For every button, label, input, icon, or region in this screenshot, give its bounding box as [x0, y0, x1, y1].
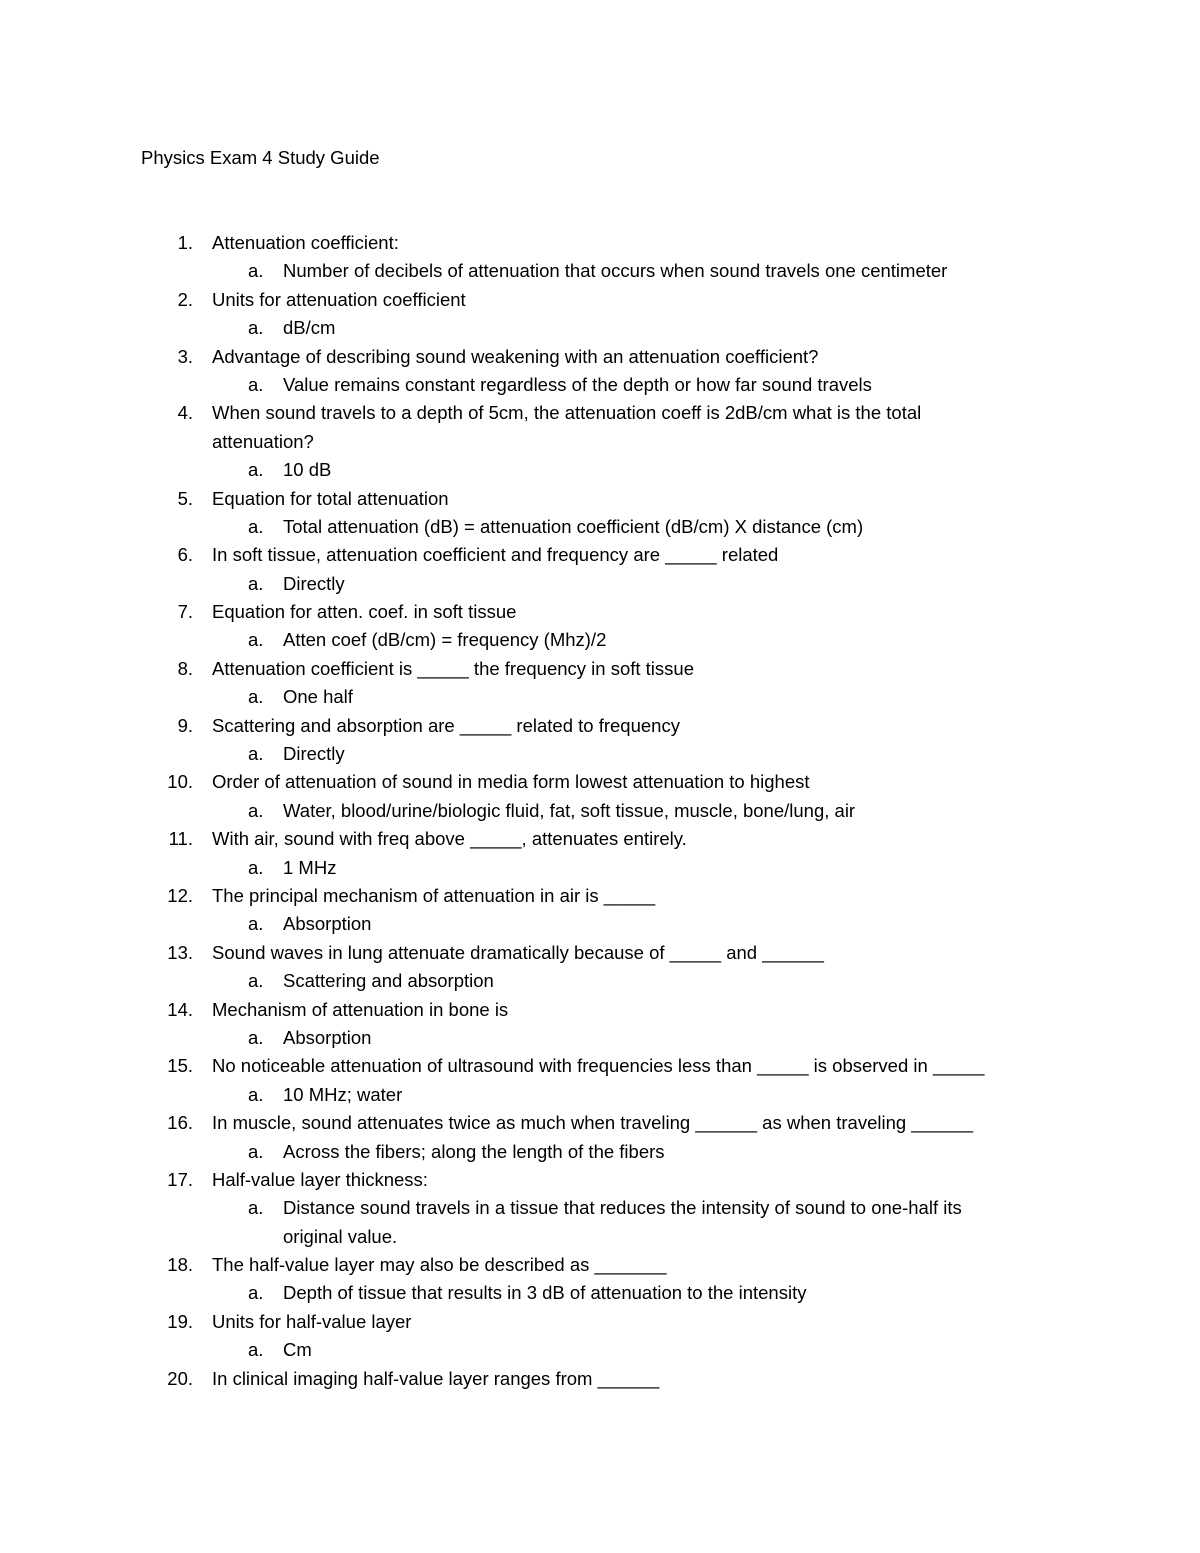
answer-letter: a.	[248, 260, 264, 282]
answer-line	[0, 1138, 1200, 1166]
question-list	[0, 229, 1200, 1393]
question-number: 14.	[167, 998, 193, 1020]
answer-text: original value.	[283, 1225, 398, 1247]
answer-letter: a.	[248, 913, 264, 935]
question-line	[0, 712, 1200, 740]
question-number: 19.	[167, 1310, 193, 1332]
answer-letter: a.	[248, 686, 264, 708]
question-number: 20.	[167, 1367, 193, 1389]
question-number: 11.	[168, 828, 193, 850]
question-item	[0, 399, 1200, 484]
answer-line	[0, 371, 1200, 399]
question-text: With air, sound with freq above _____, attenuates entirely.	[212, 828, 687, 850]
answer-text: 10 MHz; water	[283, 1083, 403, 1105]
question-number: 12.	[167, 884, 193, 906]
answer-text: Distance sound travels in a tissue that reduces the intensity of sound to one-half its	[283, 1197, 962, 1219]
question-text: Equation for total attenuation	[212, 487, 449, 509]
question-text: Units for half-value layer	[212, 1310, 412, 1332]
question-text: In clinical imaging half-value layer ranges from ______	[212, 1367, 660, 1389]
question-line	[0, 1308, 1200, 1336]
answer-line	[0, 797, 1200, 825]
answer-line	[0, 314, 1200, 342]
answer-line	[0, 1024, 1200, 1052]
answer-line	[0, 1081, 1200, 1109]
question-text: The half-value layer may also be described as _______	[212, 1254, 667, 1276]
answer-text: Absorption	[283, 1026, 372, 1048]
question-number: 7.	[177, 601, 193, 623]
answer-text: 1 MHz	[283, 856, 337, 878]
question-item	[0, 286, 1200, 343]
question-item	[0, 343, 1200, 400]
question-line	[0, 939, 1200, 967]
answer-text: Atten coef (dB/cm) = frequency (Mhz)/2	[283, 629, 607, 651]
question-number: 2.	[177, 288, 193, 310]
answer-text: Scattering and absorption	[283, 970, 494, 992]
answer-letter: a.	[248, 743, 264, 765]
question-text: No noticeable attenuation of ultrasound with frequencies less than _____ is observed in _____	[212, 1055, 985, 1077]
question-text: The principal mechanism of attenuation in air is _____	[212, 884, 656, 906]
answer-text: Cm	[283, 1339, 312, 1361]
answer-text: Number of decibels of attenuation that occurs when sound travels one centimeter	[283, 260, 948, 282]
question-item	[0, 996, 1200, 1053]
answer-line	[0, 740, 1200, 768]
answer-letter: a.	[248, 970, 264, 992]
question-text: Half-value layer thickness:	[212, 1168, 428, 1190]
question-line	[0, 768, 1200, 796]
answer-continuation-line	[0, 1223, 1200, 1251]
answer-letter: a.	[248, 317, 264, 339]
answer-letter: a.	[248, 1197, 264, 1219]
question-text: Mechanism of attenuation in bone is	[212, 998, 509, 1020]
question-line	[0, 229, 1200, 257]
answer-letter: a.	[248, 572, 264, 594]
answer-line	[0, 456, 1200, 484]
question-line	[0, 286, 1200, 314]
answer-letter: a.	[248, 1140, 264, 1162]
answer-line	[0, 570, 1200, 598]
answer-letter: a.	[248, 459, 264, 481]
answer-text: Depth of tissue that results in 3 dB of attenuation to the intensity	[283, 1282, 807, 1304]
question-line	[0, 655, 1200, 683]
question-text: Order of attenuation of sound in media form lowest attenuation to highest	[212, 771, 810, 793]
question-number: 16.	[167, 1112, 193, 1134]
question-line	[0, 541, 1200, 569]
question-number: 17.	[167, 1168, 193, 1190]
question-text: Advantage of describing sound weakening with an attenuation coefficient?	[212, 345, 819, 367]
answer-line	[0, 683, 1200, 711]
answer-letter: a.	[248, 1026, 264, 1048]
question-text: Equation for atten. coef. in soft tissue	[212, 601, 517, 623]
question-number: 18.	[167, 1254, 193, 1276]
answer-text: Total attenuation (dB) = attenuation coefficient (dB/cm) X distance (cm)	[283, 515, 864, 537]
question-item	[0, 712, 1200, 769]
answer-letter: a.	[248, 629, 264, 651]
answer-text: Across the fibers; along the length of the fibers	[283, 1140, 665, 1162]
question-item	[0, 229, 1200, 286]
answer-letter: a.	[248, 1339, 264, 1361]
question-line	[0, 1109, 1200, 1137]
question-item	[0, 1308, 1200, 1365]
answer-letter: a.	[248, 515, 264, 537]
answer-letter: a.	[248, 856, 264, 878]
question-line	[0, 343, 1200, 371]
question-item	[0, 1365, 1200, 1393]
question-text: Scattering and absorption are _____ related to frequency	[212, 714, 680, 736]
question-continuation-line	[0, 428, 1200, 456]
document-title: Physics Exam 4 Study Guide	[141, 147, 380, 168]
question-text: attenuation?	[212, 430, 314, 452]
question-line	[0, 598, 1200, 626]
answer-text: Absorption	[283, 913, 372, 935]
question-line	[0, 399, 1200, 427]
answer-text: 10 dB	[283, 459, 332, 481]
question-item	[0, 541, 1200, 598]
question-line	[0, 1365, 1200, 1393]
answer-line	[0, 257, 1200, 285]
question-line	[0, 1251, 1200, 1279]
answer-line	[0, 626, 1200, 654]
question-item	[0, 1109, 1200, 1166]
answer-line	[0, 1194, 1200, 1222]
answer-text: One half	[283, 686, 353, 708]
question-item	[0, 939, 1200, 996]
question-line	[0, 996, 1200, 1024]
question-number: 6.	[177, 544, 193, 566]
answer-line	[0, 967, 1200, 995]
question-line	[0, 1052, 1200, 1080]
answer-line	[0, 910, 1200, 938]
question-item	[0, 882, 1200, 939]
answer-text: dB/cm	[283, 317, 336, 339]
question-item	[0, 655, 1200, 712]
question-text: In soft tissue, attenuation coefficient and frequency are _____ related	[212, 544, 779, 566]
answer-letter: a.	[248, 799, 264, 821]
question-number: 9.	[177, 714, 193, 736]
answer-line	[0, 854, 1200, 882]
question-text: In muscle, sound attenuates twice as much when traveling ______ as when traveling ______	[212, 1112, 974, 1134]
question-item	[0, 768, 1200, 825]
answer-letter: a.	[248, 1282, 264, 1304]
question-number: 8.	[177, 657, 193, 679]
answer-letter: a.	[248, 1083, 264, 1105]
question-line	[0, 485, 1200, 513]
answer-text: Water, blood/urine/biologic fluid, fat, soft tissue, muscle, bone/lung, air	[283, 799, 856, 821]
question-number: 4.	[177, 402, 193, 424]
question-text: Attenuation coefficient is _____ the frequency in soft tissue	[212, 657, 694, 679]
question-number: 10.	[167, 771, 193, 793]
question-text: Units for attenuation coefficient	[212, 288, 466, 310]
answer-text: Directly	[283, 572, 345, 594]
question-item	[0, 1251, 1200, 1308]
question-item	[0, 598, 1200, 655]
question-text: Attenuation coefficient:	[212, 232, 399, 253]
question-text: Sound waves in lung attenuate dramatically because of _____ and ______	[212, 941, 824, 963]
answer-line	[0, 513, 1200, 541]
answer-text: Directly	[283, 743, 345, 765]
question-item	[0, 1052, 1200, 1109]
answer-text: Value remains constant regardless of the depth or how far sound travels	[283, 373, 872, 395]
answer-letter: a.	[248, 373, 264, 395]
answer-line	[0, 1279, 1200, 1307]
question-number: 1.	[177, 232, 193, 253]
question-text: When sound travels to a depth of 5cm, the attenuation coeff is 2dB/cm what is the total	[212, 402, 922, 424]
answer-line	[0, 1336, 1200, 1364]
question-line	[0, 882, 1200, 910]
question-number: 3.	[177, 345, 193, 367]
question-item	[0, 1166, 1200, 1251]
question-number: 13.	[167, 941, 193, 963]
question-line	[0, 1166, 1200, 1194]
question-number: 5.	[177, 487, 193, 509]
question-item	[0, 485, 1200, 542]
question-number: 15.	[167, 1055, 193, 1077]
question-line	[0, 825, 1200, 853]
question-item	[0, 825, 1200, 882]
